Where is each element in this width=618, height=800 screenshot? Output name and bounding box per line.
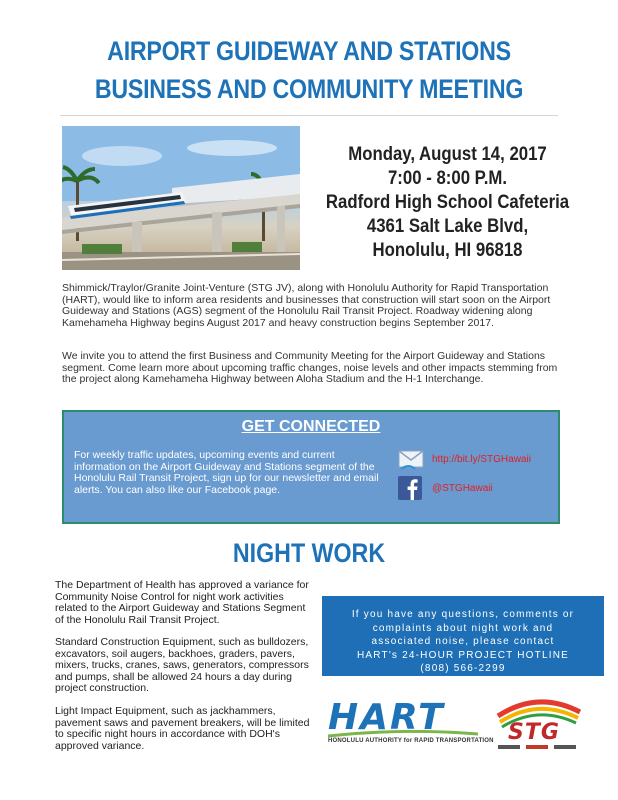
night-work-paragraph-2: Standard Construction Equipment, such as bulldozers, excavators, soil augers, backhoes, graders, pavers, mixers, trucks, cranes, saws, generators, compressors and pumps, shall be allowed 24 hours a day during project construction. [55, 636, 309, 694]
night-work-paragraph-1: The Department of Health has approved a variance for Community Noise Control for night work activities related to the Airport Guideway and Stations Segment of the Honolulu Rail Transit Project. [55, 579, 309, 626]
event-venue: Radford High School Cafeteria [325, 191, 570, 213]
event-details [305, 142, 590, 262]
hotline-line-4: HART's 24-HOUR PROJECT HOTLINE [356, 649, 569, 661]
get-connected-text: For weekly traffic updates, upcoming events and current information on the Airport Guideway and Stations segment of the Honolulu Rail Transit Project, sign up for our newsletter and email alerts. You can also like our Facebook page. [74, 449, 379, 496]
hotline-line-2: complaints about night work and [372, 622, 554, 634]
hart-logo-word: HART [328, 697, 445, 738]
title-line-2: BUSINESS AND COMMUNITY MEETING [94, 74, 524, 104]
event-street: 4361 Salt Lake Blvd, [366, 215, 529, 237]
rail-station-illustration [62, 126, 300, 270]
divider [60, 115, 558, 116]
event-time: 7:00 - 8:00 P.M. [387, 167, 508, 189]
hart-logo [328, 697, 494, 756]
intro-paragraph-2: We invite you to attend the first Business and Community Meeting for the Airport Guideway and Stations segment. Come learn more about upcoming traffic changes, noise levels and other impacts stemming from the project along Kamehameha Highway between Aloha Stadium and the H-1 Interchange. [62, 350, 558, 385]
hotline-line-3: associated noise, please contact [371, 636, 555, 647]
hotline-phone[interactable]: (808) 566-2299 [420, 663, 506, 674]
email-row [398, 448, 531, 470]
event-date: Monday, August 14, 2017 [348, 143, 547, 165]
rail-station-photo [62, 126, 300, 270]
facebook-link[interactable]: @STGHawaii [432, 482, 493, 494]
intro-paragraph-1: Shimmick/Traylor/Granite Joint-Venture (STG JV), along with Honolulu Authority for Rapid Transportation (HART), would like to inform area residents and businesses that construction will start soon on the Airport Guideway and Stations (AGS) segment of the Honolulu Rail Transit Project. Roadway widening along Kamehameha Highway begins August 2017 and heavy construction begins September 2017. [62, 282, 551, 329]
title-line-1: AIRPORT GUIDEWAY AND STATIONS [107, 36, 511, 66]
event-city: Honolulu, HI 96818 [372, 239, 523, 261]
email-link[interactable]: http://bit.ly/STGHawaii [432, 453, 531, 465]
hart-logo-subtitle: HONOLULU AUTHORITY for RAPID TRANSPORTATION [328, 738, 494, 744]
night-work-paragraph-3: Light Impact Equipment, such as jackhammers, pavement saws and pavement breakers, will be limited to specific night hours in accordance with DOH's approved variance. [55, 705, 310, 752]
stg-logo-word: STG [508, 720, 560, 745]
night-work-title: NIGHT WORK [232, 538, 386, 568]
facebook-icon [398, 476, 422, 500]
stg-logo [488, 690, 588, 756]
hotline-line-1: If you have any questions, comments or [351, 609, 575, 620]
get-connected-title: GET CONNECTED [241, 418, 381, 435]
get-connected-box [62, 410, 560, 524]
email-icon [398, 448, 424, 470]
facebook-row [398, 476, 493, 500]
hotline-box [322, 596, 604, 676]
